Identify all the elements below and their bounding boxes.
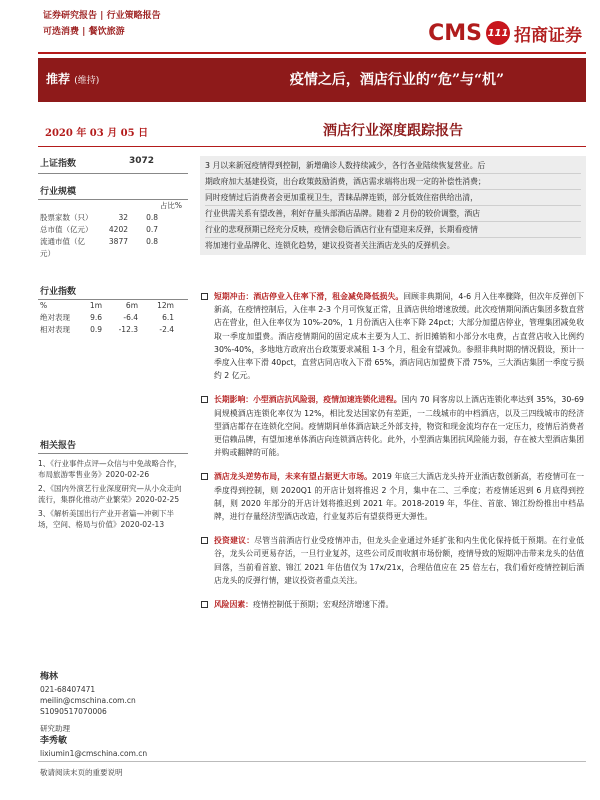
row-cell: -6.4	[123, 313, 138, 322]
summary-line: 3 月以来新冠疫情得到控制，新增确诊人数持续减少，各行各业陆续恢复营业。后	[205, 158, 581, 174]
checkbox-square-icon	[201, 396, 208, 403]
analyst-email[interactable]: meilin@cmschina.com.cn	[40, 696, 136, 705]
checkbox-square-icon	[201, 473, 208, 480]
row-cell: 0.9	[90, 325, 102, 334]
headline: 疫情之后，酒店行业的“危”与“机”	[289, 72, 505, 88]
row-name: 绝对表现	[40, 313, 70, 322]
table-row	[38, 236, 188, 260]
rating-note: (维持)	[74, 76, 100, 86]
analyst-name: 梅林	[40, 672, 59, 682]
title-divider	[38, 146, 586, 147]
logo-zh-text: 招商证券	[514, 25, 582, 46]
perf-head-cell: 6m	[125, 301, 138, 310]
bullet-head: 长期影响：小型酒店抗风险弱，疫情加速连锁化进程。	[214, 395, 402, 405]
bullet-body: 2019 年底三大酒店龙头持开业酒店数创新高，若疫情可在一季度得到控制，则 2020Q1 的开店计划将推迟 2 个月，集中在二、三季度；若疫情延迟到 6 月底得到控制，则 2020 年部分的开店计划将推迟到 2021 年。2018-2019 年，华住、首旅、锦江纷纷推出中档品牌，进行存量经济型酒店改造，行业复苏后有望获得更大弹性。	[214, 472, 584, 522]
assistant-name: 李秀敏	[40, 736, 68, 746]
related-report-link[interactable]: 1、《行业事件点评—众信与中免战略合作，布局旅游零售业务》2020-02-26	[38, 459, 182, 479]
bullet-body: 回顾非典期间，4-6 月入住率骤降，但次年反弹创下新高，在疫情控制后，入住率 2-3 个月可恢复正常，且酒店供给增速放缓。此次疫情期间酒店集团多数直营店在营业，但入住率仅为 10%-20%，1 月份酒店入住率下降 24pct；大部分加盟店停业，管理集团减免收取一季度加盟费。酒店疫情期间的固定成本主要为人工、折旧摊销和小部分水电费，占直营店收入比例约 30%-40%，多地地方政府出台政策要求减租 1-3 个月，租金有望减负。参照非典时期的情况假设，预计一季度入住率下滑 40pct，直营店同店收入下滑 65%，酒店同店加盟费下滑 75%，三大酒店集团一季度亏损约 2 亿元。	[214, 292, 584, 381]
scale-col-head-text: 占比%	[159, 201, 182, 210]
report-date: 2020 年 03 月 05 日	[45, 128, 149, 139]
rating-value: 推荐	[46, 72, 71, 86]
checkbox-square-icon	[201, 537, 208, 544]
rating	[46, 70, 99, 87]
row-cell: -2.4	[159, 325, 174, 334]
summary-line: 期政府加大基建投资，出台政策鼓励消费，酒店需求端将出现一定的补偿性消费；	[205, 174, 581, 190]
bullet-head: 酒店龙头逆势布局，未来有望占据更大市场。	[214, 472, 373, 482]
table-row	[38, 312, 188, 324]
bullet-paragraph	[200, 470, 584, 523]
analyst-cert: S1090517070006	[40, 707, 107, 716]
checkbox-square-icon	[201, 601, 208, 608]
related-report-link[interactable]: 3、《解析美国出行产业开者篇—冲刺下半场，空间、格局与价值》2020-02-13	[38, 509, 175, 529]
scale-title: 行业规模	[38, 174, 188, 200]
row-cell: 9.6	[90, 313, 102, 322]
bullet-body: 尽管当前酒店行业受疫情冲击，但龙头企业通过外延扩张和内生优化保持低于预期。在行业低谷，龙头公司更易存活，一旦行业复苏，这些公司反而收割市场份额，疫情导致的短期冲击带来龙头的估值回落，当前看首旅、锦江 2021 年估值仅为 17x/21x，合理估值应在 25 倍左右，我们看好疫情控制后酒店龙头的反弹行情，建议投资者重点关注。	[214, 536, 585, 585]
row-cell: -12.3	[118, 325, 138, 334]
bullet-paragraph	[200, 393, 584, 459]
perf-head-cell: 12m	[157, 301, 174, 310]
perf-head-cell: %	[40, 301, 48, 310]
analyst-phone: 021-68407471	[40, 685, 96, 694]
footer-divider	[38, 761, 586, 762]
checkbox-square-icon	[201, 293, 208, 300]
row-name: 股票家数（只）	[40, 213, 93, 222]
header-divider	[38, 52, 586, 54]
footer-note: 敬请阅读末页的重要说明	[40, 768, 123, 777]
summary-line: 行业的悲观预期已经充分反映，疫情会稳后酒店行业有望迎来反弹，长期看疫情	[205, 222, 581, 238]
summary-line: 行业供需关系有望改善，利好存量头部酒店品牌。随着 2 月份的较价调整，酒店	[205, 206, 581, 222]
bullet-body: 国内 70 间客房以上酒店连锁化率达到 35%，30-69 间规模酒店连锁化率仅为 12%，相比发达国家仍有差距，一二线城市的中档酒店，以及三四线城市的经济型酒店都存在连锁化空间。疫情期间单体酒店缺乏外部支持，物资和现金流均存在一定压力，疫情后消费者更信赖品牌，有望加速单体酒店向连锁酒店转化。此外，小型酒店集团抗风险能力弱，存在被大型酒店集团并购或翻牌的可能。	[214, 395, 585, 458]
table-row	[38, 324, 188, 336]
perf-head-cell: 1m	[89, 301, 102, 310]
table-row	[38, 212, 188, 224]
header-tags: 证券研究报告 | 行业策略报告 可选消费 | 餐饮旅游	[43, 8, 161, 40]
bullet-paragraph	[200, 534, 584, 587]
summary-line: 将加速行业品牌化、连锁化趋势，建议投资者关注酒店龙头的反弹机会。	[205, 241, 455, 250]
row-value: 4202	[108, 225, 128, 234]
row-name: 流通市值（亿元）	[40, 237, 85, 258]
index-value: 3072	[128, 156, 154, 166]
summary-box	[200, 156, 586, 255]
logo-badge-icon: 111	[486, 21, 510, 45]
bullet-head: 投资建议：	[214, 536, 255, 546]
assistant-email[interactable]: lixiumin1@cmschina.com.cn	[40, 749, 148, 758]
perf-head	[38, 300, 188, 312]
row-cell: 6.1	[162, 313, 174, 322]
perf-title: 行业指数	[38, 274, 188, 300]
row-pct: 0.7	[146, 225, 158, 234]
cms-logo	[428, 18, 582, 48]
assistant-role: 研究助理	[40, 724, 70, 733]
logo-cms-text: CMS	[428, 20, 482, 46]
report-category: 行业策略报告	[106, 11, 161, 21]
index-row	[38, 156, 188, 174]
bullet-paragraph	[200, 290, 584, 382]
row-name: 总市值（亿元）	[40, 225, 93, 234]
bullet-head: 短期冲击：酒店停业入住率下滑，租金减免降低损失。	[214, 292, 404, 301]
sidebar	[38, 156, 188, 336]
row-value: 3877	[108, 237, 128, 246]
report-title: 酒店行业深度跟踪报告	[323, 123, 463, 139]
row-pct: 0.8	[146, 213, 158, 222]
sub-sector: 餐饮旅游	[88, 27, 125, 37]
key-points	[200, 290, 584, 622]
bullet-body: 疫情控制低于预期；宏观经济增速下滑。	[252, 600, 394, 610]
bullet-head: 风险因素：	[214, 600, 253, 610]
index-label: 上证指数	[40, 159, 77, 169]
related-report-link[interactable]: 2、《国内外演艺行业深度研究—从小众走向流行，集群化推动产业繁荣》2020-02-25	[38, 484, 182, 504]
row-pct: 0.8	[146, 237, 158, 246]
report-type: 证券研究报告	[43, 11, 98, 21]
row-name: 相对表现	[40, 325, 70, 334]
related-reports	[38, 438, 188, 533]
related-title: 相关报告	[38, 438, 188, 454]
row-value: 32	[118, 213, 128, 222]
title-banner	[38, 58, 586, 102]
bullet-paragraph	[200, 598, 584, 611]
summary-line: 同时疫情过后消费者会更加重视卫生，青睐品牌连锁，部分低效住宿供给出清，	[205, 190, 581, 206]
table-row	[38, 224, 188, 236]
sector: 可选消费	[43, 27, 80, 37]
scale-col-head	[38, 200, 188, 212]
analyst-info	[40, 670, 190, 759]
